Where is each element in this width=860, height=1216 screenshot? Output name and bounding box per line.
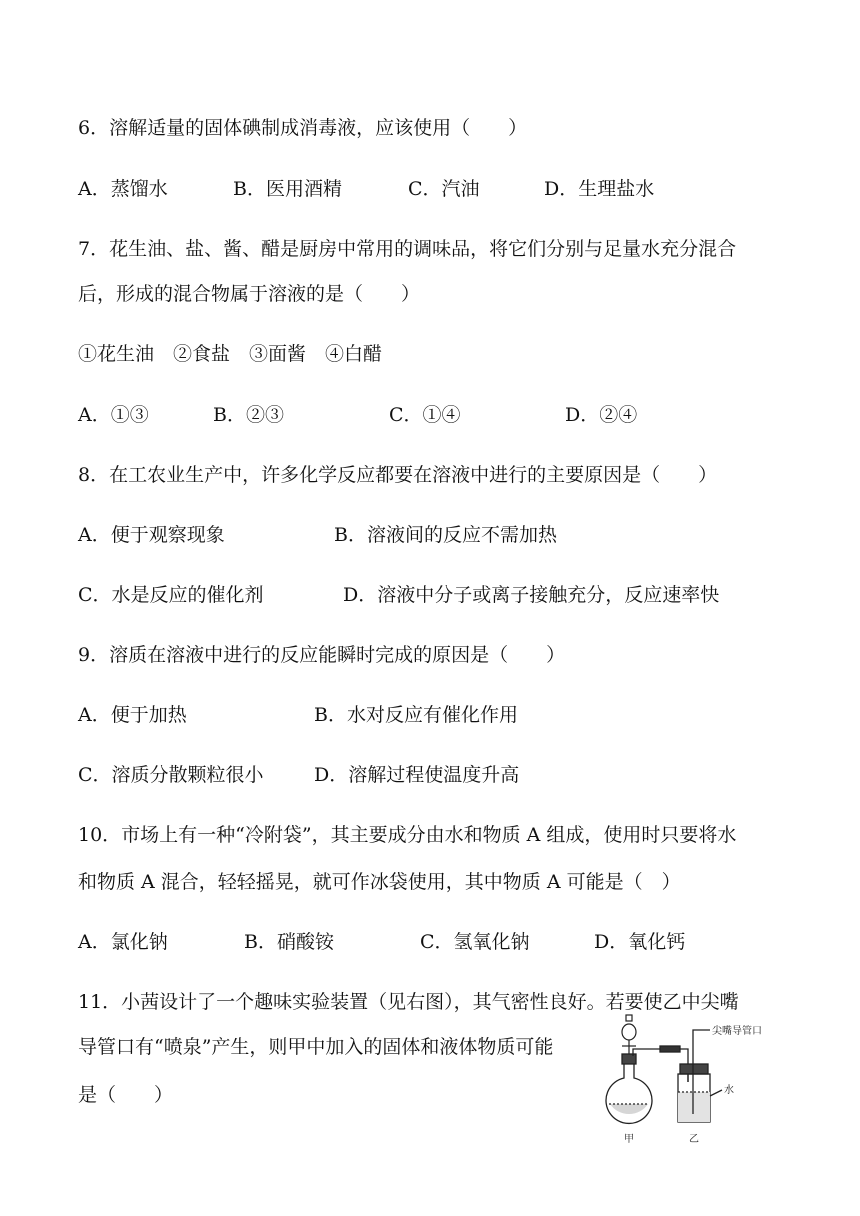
q9-option-c: C．溶质分散颗粒很小 <box>78 764 264 786</box>
q7-option-d: D．②④ <box>565 404 638 426</box>
q10-option-b: B．硝酸铵 <box>244 931 334 953</box>
bottle-yi <box>678 1044 722 1122</box>
label-water: 水 <box>724 1085 734 1096</box>
q6-option-b: B．医用酒精 <box>233 178 342 200</box>
q10-option-a: A．氯化钠 <box>78 931 168 953</box>
q9-stem: 9．溶质在溶液中进行的反应能瞬时完成的原因是（ ） <box>78 644 566 666</box>
label-nozzle: 尖嘴导管口 <box>712 1026 762 1037</box>
q10-option-c: C．氢氧化钠 <box>420 931 530 953</box>
q7-option-c: C．①④ <box>389 404 461 426</box>
apparatus-figure <box>600 1010 780 1145</box>
q8-option-b: B．溶液间的反应不需加热 <box>334 524 557 546</box>
q6-option-a: A．蒸馏水 <box>78 178 168 200</box>
q7-option-a: A．①③ <box>78 404 149 426</box>
q10-stem-line1: 10．市场上有一种“冷附袋”，其主要成分由水和物质 A 组成，使用时只要将水 <box>78 824 737 846</box>
flask-jia <box>606 1054 652 1123</box>
q9-option-b: B．水对反应有催化作用 <box>314 704 518 726</box>
label-jia: 甲 <box>624 1134 634 1145</box>
q8-option-c: C．水是反应的催化剂 <box>78 584 264 606</box>
q6-option-d: D．生理盐水 <box>544 178 655 200</box>
q6-stem: 6．溶解适量的固体碘制成消毒液，应该使用（ ） <box>78 117 528 139</box>
q11-stem-line1: 11．小茜设计了一个趣味实验装置（见右图），其气密性良好。若要使乙中尖嘴 <box>78 991 739 1013</box>
apparatus-diagram <box>600 1010 780 1145</box>
q11-stem-line2: 导管口有“喷泉”产生，则甲中加入的固体和液体物质可能 <box>78 1036 554 1058</box>
q11-stem-line3: 是（ ） <box>78 1084 174 1106</box>
q9-option-d: D．溶解过程使温度升高 <box>314 764 520 786</box>
q8-option-d: D．溶液中分子或离子接触充分，反应速率快 <box>343 584 720 606</box>
q8-option-a: A．便于观察现象 <box>78 524 225 546</box>
q7-stem-line2: 后，形成的混合物属于溶液的是（ ） <box>78 283 421 305</box>
q8-stem: 8．在工农业生产中，许多化学反应都要在溶液中进行的主要原因是（ ） <box>78 464 718 486</box>
q9-option-a: A．便于加热 <box>78 704 187 726</box>
q10-stem-line2: 和物质 A 混合，轻轻摇晃，就可作冰袋使用，其中物质 A 可能是（ ） <box>78 871 681 893</box>
q7-stem-line1: 7．花生油、盐、酱、醋是厨房中常用的调味品，将它们分别与足量水充分混合 <box>78 238 737 260</box>
q10-option-d: D．氧化钙 <box>594 931 686 953</box>
label-yi: 乙 <box>689 1134 699 1145</box>
q7-option-b: B．②③ <box>213 404 284 426</box>
q7-items: ①花生油 ②食盐 ③面酱 ④白醋 <box>78 343 383 365</box>
q6-option-c: C．汽油 <box>408 178 480 200</box>
